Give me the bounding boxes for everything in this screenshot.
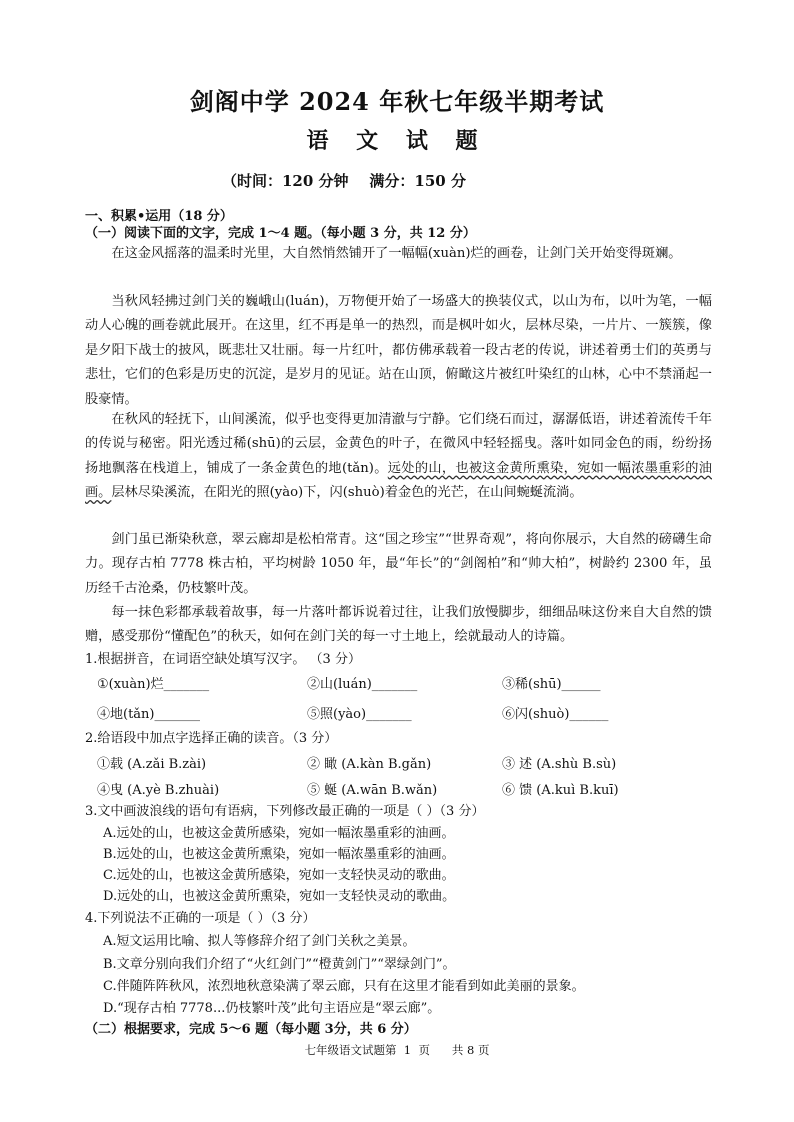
q1-item: ②山(luán)_______ — [307, 677, 418, 692]
exam-subtitle: 语 文 试 题 — [306, 128, 488, 154]
paragraph-3-text-b: 层林尽染溪流，在阳光的照(yào)下，闪(shuò)着金色的光芒，在山间蜿蜒流淌。 — [111, 485, 583, 501]
question-2: 2.给语段中加点字选择正确的读音。（3 分） — [85, 731, 338, 746]
q2-item: ④曳 (A.yè B.zhuài) — [97, 783, 220, 798]
q2-item: ⑥ 馈 (A.kuì B.kuī) — [502, 783, 619, 798]
exam-meta: （时间：120 分钟 满分：150 分 — [222, 172, 466, 190]
passage-paragraph-2: 当秋风轻拂过剑门关的巍峨山(luán)，万物便开始了一场盛大的换装仪式，以山为布，以叶为笔，一幅动人心魄的画卷就此展开。在这里，红不再是单一的热烈，而是枫叶如火，层林尽染，一片片、一簇簇，像是夕阳下战士的披风，既悲壮又壮丽。每一片红叶，都仿佛承载着一段古老的传说，讲述着勇士们的英勇与悲壮，它们的色彩是历史的沉淀，是岁月的见证。站在山顶，俯瞰这片被红叶染红的山林，心中不禁涌起一股豪情。 — [85, 294, 712, 407]
q3-option: D.远处的山，也被这金黄所熏染，宛如一支轻快灵动的歌曲。 — [103, 889, 456, 904]
section-heading: 一、积累•运用（18 分） — [85, 209, 233, 224]
passage-paragraph-1: 在这金风摇落的温柔时光里，大自然悄然铺开了一幅幅(xuàn)烂的画卷，让剑门关开始变得斑斓。 — [111, 246, 682, 261]
question-1: 1.根据拼音，在词语空缺处填写汉字。 （3 分） — [85, 652, 361, 667]
q2-item: ② 瞰 (A.kàn B.gǎn) — [307, 757, 432, 772]
q2-item: ⑤ 蜒 (A.wān B.wǎn) — [307, 783, 438, 798]
page-footer: 七年级语文试题第 1 页 共 8 页 — [304, 1043, 490, 1057]
q1-item: ①(xuàn)烂_______ — [97, 677, 210, 692]
part1-heading: （一）阅读下面的文字，完成 1～4 题。（每小题 3 分，共 12 分） — [85, 226, 476, 241]
q3-option: B.远处的山，也被这金黄所熏染，宛如一幅浓墨重彩的油画。 — [103, 847, 455, 862]
q3-option: C.远处的山，也被这金黄所感染，宛如一支轻快灵动的歌曲。 — [103, 868, 455, 883]
q3-option: A.远处的山，也被这金黄所感染，宛如一幅浓墨重彩的油画。 — [103, 826, 455, 841]
q2-item: ①载 (A.zǎi B.zài) — [97, 757, 207, 772]
question-4: 4.下列说法不正确的一项是（ ）（3 分） — [85, 911, 316, 926]
passage-paragraph-4: 剑门虽已渐染秋意，翠云廊却是松柏常青。这“国之珍宝”“世界奇观”，将向你展示，大自然的磅礴生命力。现存古柏 7778 株古柏，平均树龄 1050 年，最“年长”的“剑阁柏”和“帅大柏”，树龄约 2300 年，虽历经千古沧桑，仍枝繁叶茂。 — [85, 532, 712, 596]
q1-item: ③稀(shū)______ — [502, 677, 601, 692]
paragraph-3-text-a: 在秋风的轻抚下，山间溪流，似乎也变得更加清澈与宁静。它们绕石而过，潺潺低语，讲述着流传千年的传说与秘密。阳光透过稀(shū)的云层，金黄色的叶子，在微风中轻轻摇曳。落叶如同金色的雨，纷纷扬扬地飘落在栈道上，铺成了一条金黄色的地(tǎn)。 — [85, 412, 712, 476]
q4-option: C.伴随阵阵秋风，浓烈地秋意染满了翠云廊，只有在这里才能看到如此美丽的景象。 — [103, 979, 585, 994]
q2-item: ③ 述 (A.shù B.sù) — [502, 757, 617, 772]
wavy-underlined-sentence: 远处的山，也被这金黄所熏染，宛如一幅浓墨重彩的油画。 — [85, 460, 712, 501]
q1-item: ④地(tǎn)_______ — [97, 707, 200, 722]
q4-option: D.“现存古柏 7778...仍枝繁叶茂”此句主语应是“翠云廊”。 — [103, 1001, 441, 1016]
q1-item: ⑥闪(shuò)______ — [502, 707, 609, 722]
q4-option: B.文章分别向我们介绍了“火红剑门”“橙黄剑门”“翠绿剑门”。 — [103, 957, 456, 972]
part2-heading: （二）根据要求，完成 5～6 题（每小题 3分，共 6 分） — [85, 1022, 417, 1037]
exam-title: 剑阁中学 2024 年秋七年级半期考试 — [189, 87, 605, 116]
question-3: 3.文中画波浪线的语句有语病，下列修改最正确的一项是（ ）（3 分） — [85, 804, 485, 819]
q4-option: A.短文运用比喻、拟人等修辞介绍了剑门关秋之美景。 — [103, 934, 416, 949]
passage-paragraph-5: 每一抹色彩都承载着故事，每一片落叶都诉说着过往，让我们放慢脚步，细细品味这份来自大自然的馈赠，感受那份“懂配色”的秋天，如何在剑门关的每一寸土地上，绘就最动人的诗篇。 — [85, 605, 712, 645]
q1-item: ⑤照(yào)_______ — [307, 707, 412, 722]
passage-paragraph-3 — [85, 408, 712, 506]
